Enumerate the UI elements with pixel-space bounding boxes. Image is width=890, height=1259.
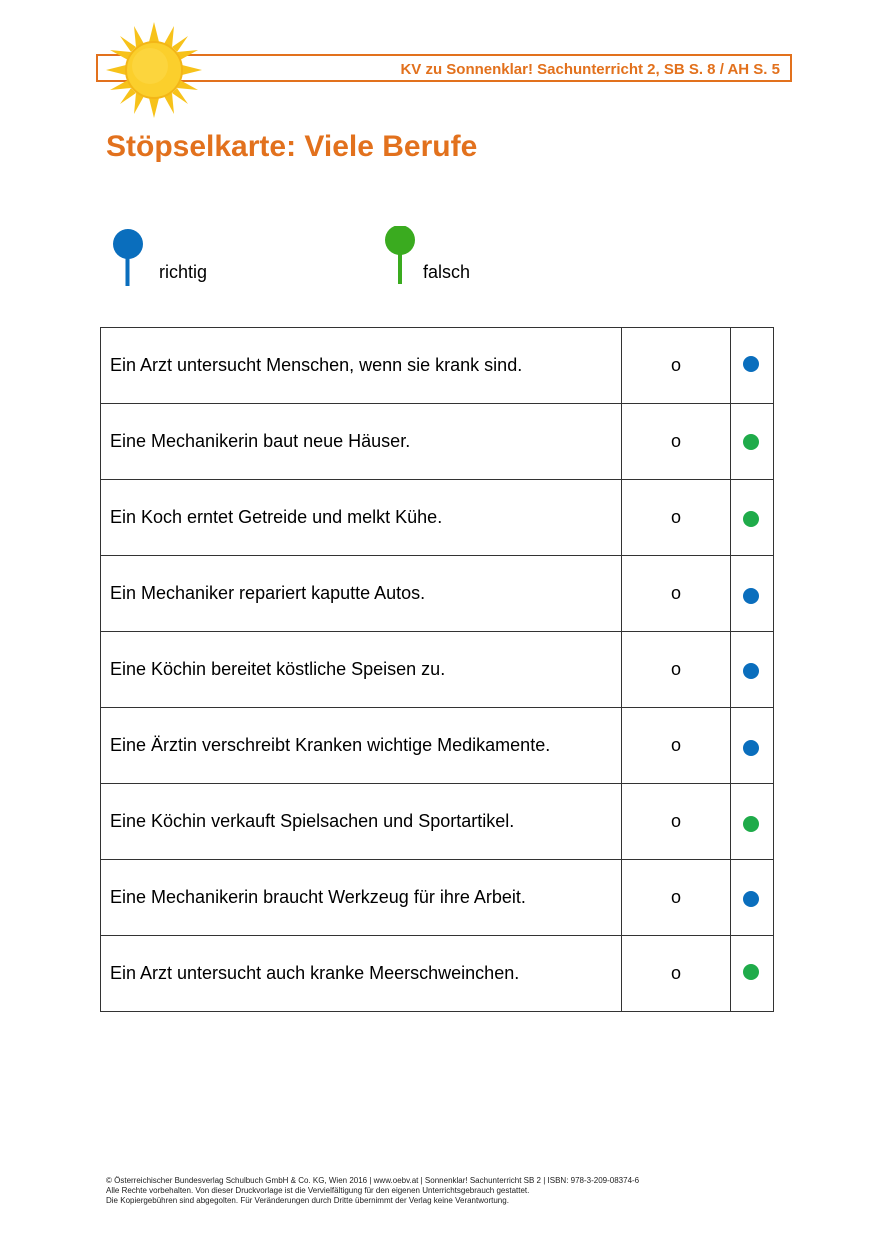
statement-text: Eine Ärztin verschreibt Kranken wichtige Medikamente. [101,708,622,784]
solution-cell [730,708,773,784]
solution-cell [730,632,773,708]
blue-dot-icon [743,663,759,679]
footer-copyright: © Österreichischer Bundesverlag Schulbuch GmbH & Co. KG, Wien 2016 | www.oebv.at | Sonnenklar! Sachunterricht SB 2 | ISBN: 978-3-209-08374-6 [106,1176,640,1185]
green-dot-icon [743,964,759,980]
statement-text: Eine Mechanikerin braucht Werkzeug für ihre Arbeit. [101,860,622,936]
header-reference: KV zu Sonnenklar! Sachunterricht 2, SB S. 8 / AH S. 5 [400,61,780,78]
table-row [101,328,774,404]
statement-text: Ein Arzt untersucht Menschen, wenn sie krank sind. [101,328,622,404]
statement-text: Ein Koch erntet Getreide und melkt Kühe. [101,480,622,556]
table-row [101,936,774,1012]
legend-label-richtig: richtig [159,262,208,282]
blue-dot-icon [743,740,759,756]
answer-hole[interactable]: o [622,480,730,556]
quiz-table [100,327,774,1012]
solution-cell [730,328,773,404]
solution-cell [730,936,773,1012]
solution-cell [730,784,773,860]
answer-hole[interactable]: o [622,708,730,784]
answer-hole[interactable]: o [622,632,730,708]
table-row [101,860,774,936]
statement-text: Eine Mechanikerin baut neue Häuser. [101,404,622,480]
footer-disclaimer: Die Kopiergebühren sind abgegolten. Für Veränderungen durch Dritte übernimmt der Verlag keine Verantwortung. [106,1196,509,1205]
blue-pin-icon [112,228,144,288]
blue-dot-icon [743,891,759,907]
answer-hole[interactable]: o [622,936,730,1012]
sun-icon [106,22,202,118]
solution-cell [730,480,773,556]
green-pin-icon [384,226,416,286]
table-row [101,632,774,708]
green-dot-icon [743,434,759,450]
answer-hole[interactable]: o [622,404,730,480]
answer-hole[interactable]: o [622,784,730,860]
answer-hole[interactable]: o [622,860,730,936]
blue-dot-icon [743,356,759,372]
solution-cell [730,860,773,936]
table-row [101,708,774,784]
answer-hole[interactable]: o [622,556,730,632]
footer [106,1176,639,1206]
legend-label-falsch: falsch [423,262,471,282]
statement-text: Eine Köchin bereitet köstliche Speisen zu. [101,632,622,708]
table-row [101,480,774,556]
green-dot-icon [743,511,759,527]
solution-cell [730,404,773,480]
page-title: Stöpselkarte: Viele Berufe [106,130,478,163]
table-row [101,404,774,480]
statement-text: Eine Köchin verkauft Spielsachen und Sportartikel. [101,784,622,860]
table-row [101,556,774,632]
statement-text: Ein Arzt untersucht auch kranke Meerschweinchen. [101,936,622,1012]
statement-text: Ein Mechaniker repariert kaputte Autos. [101,556,622,632]
footer-rights: Alle Rechte vorbehalten. Von dieser Druckvorlage ist die Vervielfältigung für den eigenen Unterrichtsgebrauch gestattet. [106,1186,530,1195]
green-dot-icon [743,816,759,832]
blue-dot-icon [743,588,759,604]
table-row [101,784,774,860]
answer-hole[interactable]: o [622,328,730,404]
solution-cell [730,556,773,632]
